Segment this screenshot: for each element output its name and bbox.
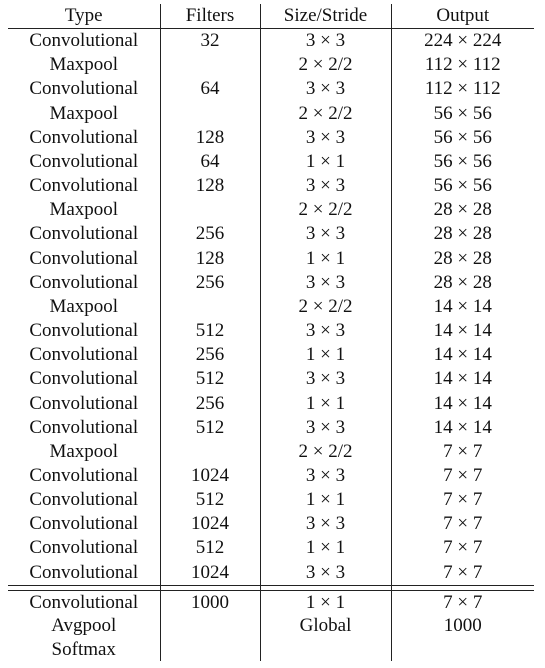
cell-filters — [160, 295, 260, 319]
cell-size-stride: 1 × 1 — [260, 488, 391, 512]
cell-filters: 128 — [160, 174, 260, 198]
table-row — [8, 174, 534, 198]
cell-type: Convolutional — [29, 513, 139, 535]
cell-type: Convolutional — [29, 78, 139, 100]
cell-type: Convolutional — [29, 247, 139, 269]
cell-output: 224 × 224 — [391, 29, 534, 54]
cell-type: Avgpool — [51, 615, 117, 637]
header-type: Type — [8, 4, 160, 29]
table-row — [8, 561, 534, 586]
cell-type: Maxpool — [49, 199, 119, 221]
cell-output: 14 × 14 — [391, 392, 534, 416]
cell-output: 1000 — [391, 614, 534, 638]
cell-output: 7 × 7 — [391, 536, 534, 560]
cell-size-stride: 1 × 1 — [260, 392, 391, 416]
cell-size-stride: 1 × 1 — [260, 536, 391, 560]
cell-filters: 128 — [160, 247, 260, 271]
cell-output: 7 × 7 — [391, 488, 534, 512]
cell-type: Convolutional — [29, 175, 139, 197]
cell-size-stride: 2 × 2/2 — [260, 295, 391, 319]
cell-filters — [160, 638, 260, 662]
cell-type: Convolutional — [29, 416, 139, 438]
cell-filters: 512 — [160, 367, 260, 391]
table-row — [8, 126, 534, 150]
cell-type: Convolutional — [29, 392, 139, 414]
table-row — [8, 464, 534, 488]
cell-filters — [160, 614, 260, 638]
cell-size-stride: 2 × 2/2 — [260, 198, 391, 222]
cell-type: Convolutional — [29, 271, 139, 293]
cell-size-stride: 1 × 1 — [260, 590, 391, 614]
table-header — [8, 4, 534, 29]
cell-type: Convolutional — [29, 368, 139, 390]
cell-filters: 128 — [160, 126, 260, 150]
cell-output: 14 × 14 — [391, 367, 534, 391]
table-row — [8, 343, 534, 367]
table-row — [8, 590, 534, 614]
header-filters: Filters — [160, 4, 260, 29]
cell-output: 56 × 56 — [391, 174, 534, 198]
cell-output: 28 × 28 — [391, 271, 534, 295]
cell-output: 28 × 28 — [391, 247, 534, 271]
table-row — [8, 271, 534, 295]
cell-output: 56 × 56 — [391, 126, 534, 150]
cell-size-stride: 3 × 3 — [260, 126, 391, 150]
cell-filters: 64 — [160, 77, 260, 101]
cell-type: Convolutional — [29, 464, 139, 486]
cell-filters: 512 — [160, 319, 260, 343]
cell-output: 14 × 14 — [391, 319, 534, 343]
cell-size-stride: 3 × 3 — [260, 174, 391, 198]
cell-output: 14 × 14 — [391, 343, 534, 367]
table-row — [8, 150, 534, 174]
table-row — [8, 440, 534, 464]
cell-filters: 1000 — [160, 590, 260, 614]
cell-size-stride: 2 × 2/2 — [260, 53, 391, 77]
table-row — [8, 392, 534, 416]
cell-filters: 1024 — [160, 561, 260, 586]
cell-filters — [160, 440, 260, 464]
cell-filters: 1024 — [160, 512, 260, 536]
table-row — [8, 416, 534, 440]
cell-size-stride: 3 × 3 — [260, 222, 391, 246]
table-row — [8, 247, 534, 271]
cell-size-stride: 3 × 3 — [260, 319, 391, 343]
cell-output: 7 × 7 — [391, 561, 534, 586]
cell-filters: 64 — [160, 150, 260, 174]
cell-type: Convolutional — [29, 320, 139, 342]
cell-type: Maxpool — [49, 54, 119, 76]
cell-filters: 256 — [160, 222, 260, 246]
cell-size-stride: 3 × 3 — [260, 464, 391, 488]
header-output: Output — [391, 4, 534, 29]
cell-output: 7 × 7 — [391, 464, 534, 488]
cell-output: 56 × 56 — [391, 102, 534, 126]
cell-type: Maxpool — [49, 102, 119, 124]
cell-size-stride: Global — [260, 614, 391, 638]
table-row — [8, 367, 534, 391]
cell-output: 7 × 7 — [391, 440, 534, 464]
cell-size-stride: 3 × 3 — [260, 77, 391, 101]
cell-filters: 512 — [160, 416, 260, 440]
cell-type: Softmax — [51, 638, 116, 660]
architecture-table — [8, 4, 534, 661]
table-row — [8, 512, 534, 536]
cell-type: Convolutional — [29, 344, 139, 366]
cell-size-stride — [260, 638, 391, 662]
cell-type: Maxpool — [49, 295, 119, 317]
cell-filters: 256 — [160, 343, 260, 367]
cell-size-stride: 3 × 3 — [260, 29, 391, 54]
table-row — [8, 614, 534, 638]
cell-filters: 256 — [160, 392, 260, 416]
cell-output: 28 × 28 — [391, 222, 534, 246]
header-row — [8, 4, 534, 29]
cell-filters — [160, 102, 260, 126]
cell-type: Convolutional — [29, 126, 139, 148]
table-row — [8, 222, 534, 246]
table-row — [8, 102, 534, 126]
cell-size-stride: 2 × 2/2 — [260, 102, 391, 126]
cell-size-stride: 3 × 3 — [260, 416, 391, 440]
table-row — [8, 198, 534, 222]
table-row — [8, 638, 534, 662]
cell-type: Convolutional — [29, 30, 139, 52]
table-row — [8, 488, 534, 512]
cell-output: 28 × 28 — [391, 198, 534, 222]
cell-output: 7 × 7 — [391, 590, 534, 614]
cell-output: 14 × 14 — [391, 295, 534, 319]
cell-output: 14 × 14 — [391, 416, 534, 440]
cell-output: 112 × 112 — [391, 53, 534, 77]
cell-type: Convolutional — [29, 150, 139, 172]
cell-output — [391, 638, 534, 662]
cell-filters: 512 — [160, 488, 260, 512]
cell-size-stride: 3 × 3 — [260, 561, 391, 586]
cell-type: Convolutional — [8, 561, 160, 586]
cell-size-stride: 1 × 1 — [260, 343, 391, 367]
cell-filters — [160, 53, 260, 77]
cell-filters: 512 — [160, 536, 260, 560]
cell-filters: 32 — [160, 29, 260, 54]
cell-size-stride: 2 × 2/2 — [260, 440, 391, 464]
table-body-tail — [8, 590, 534, 661]
table-body-main — [8, 29, 534, 586]
cell-size-stride: 3 × 3 — [260, 512, 391, 536]
cell-type: Convolutional — [29, 223, 139, 245]
table-row — [8, 536, 534, 560]
cell-filters — [160, 198, 260, 222]
cell-type: Maxpool — [49, 440, 119, 462]
table-row — [8, 29, 534, 54]
cell-filters: 256 — [160, 271, 260, 295]
cell-output: 7 × 7 — [391, 512, 534, 536]
cell-filters: 1024 — [160, 464, 260, 488]
cell-size-stride: 1 × 1 — [260, 150, 391, 174]
table-row — [8, 77, 534, 101]
cell-size-stride: 3 × 3 — [260, 271, 391, 295]
header-size-stride: Size/Stride — [260, 4, 391, 29]
cell-size-stride: 3 × 3 — [260, 367, 391, 391]
cell-output: 56 × 56 — [391, 150, 534, 174]
cell-type: Convolutional — [29, 537, 139, 559]
cell-output: 112 × 112 — [391, 77, 534, 101]
cell-type: Convolutional — [29, 591, 139, 613]
table-row — [8, 319, 534, 343]
cell-type: Convolutional — [29, 489, 139, 511]
table-row — [8, 53, 534, 77]
cell-size-stride: 1 × 1 — [260, 247, 391, 271]
table-row — [8, 295, 534, 319]
